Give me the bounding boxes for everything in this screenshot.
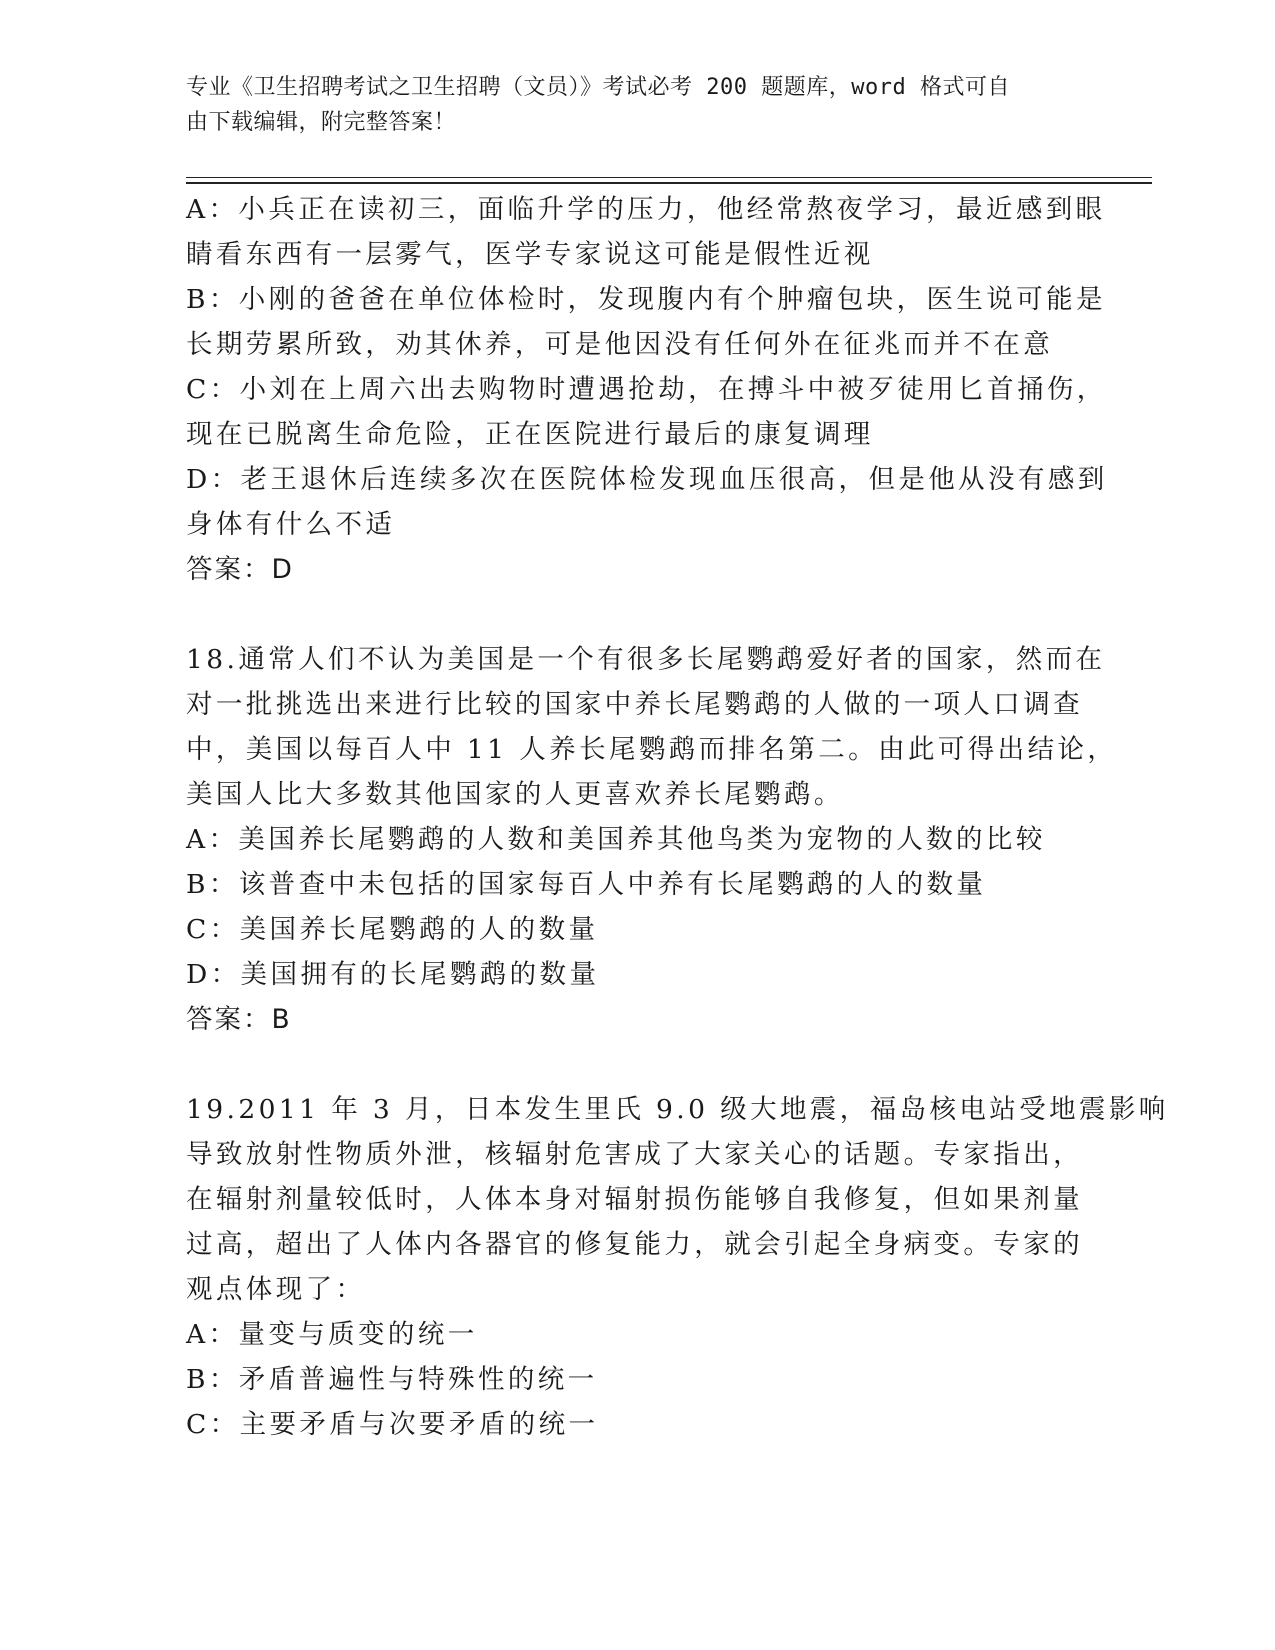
q18-stem-line-4: 美国人比大多数其他国家的人更喜欢养长尾鹦鹉。	[186, 779, 844, 810]
q18-option-c: C：美国养长尾鹦鹉的人的数量	[186, 914, 599, 945]
document-body	[186, 187, 1169, 1447]
q18-stem-line-1: 18.通常人们不认为美国是一个有很多长尾鹦鹉爱好者的国家，然而在	[186, 644, 1106, 675]
q17-option-a-line-1: A：小兵正在读初三，面临升学的压力，他经常熬夜学习，最近感到眼	[186, 194, 1106, 225]
q17-option-d-line-1: D：老王退休后连续多次在医院体检发现血压很高，但是他从没有感到	[186, 464, 1108, 495]
q18-stem-line-2: 对一批挑选出来进行比较的国家中养长尾鹦鹉的人做的一项人口调查	[186, 689, 1083, 720]
q17-answer: 答案：D	[186, 554, 294, 585]
document-header	[186, 70, 1066, 140]
q19-stem-line-1: 19.2011 年 3 月，日本发生里氏 9.0 级大地震，福岛核电站受地震影响	[186, 1094, 1169, 1125]
q19-option-a: A：量变与质变的统一	[186, 1319, 478, 1350]
header-line-1: 专业《卫生招聘考试之卫生招聘（文员）》考试必考 200 题题库，word 格式可自	[186, 75, 1010, 100]
q17-option-d-line-2: 身体有什么不适	[186, 509, 396, 540]
q18-answer: 答案：B	[186, 1004, 292, 1035]
q18-option-d: D：美国拥有的长尾鹦鹉的数量	[186, 959, 600, 990]
q19-stem-line-2: 导致放射性物质外泄，核辐射危害成了大家关心的话题。专家指出，	[186, 1139, 1083, 1170]
q17-option-a-line-2: 睛看东西有一层雾气，医学专家说这可能是假性近视	[186, 239, 874, 270]
q19-stem-line-3: 在辐射剂量较低时，人体本身对辐射损伤能够自我修复，但如果剂量	[186, 1184, 1083, 1215]
q17-option-c-line-1: C：小刘在上周六出去购物时遭遇抢劫，在搏斗中被歹徒用匕首捅伤，	[186, 374, 1107, 405]
question-18	[186, 637, 1118, 1042]
question-spacer	[186, 592, 1076, 637]
q17-option-c-line-2: 现在已脱离生命危险，正在医院进行最后的康复调理	[186, 419, 874, 450]
q18-option-a: A：美国养长尾鹦鹉的人数和美国养其他鸟类为宠物的人数的比较	[186, 824, 1046, 855]
q19-stem-line-4: 过高，超出了人体内各器官的修复能力，就会引起全身病变。专家的	[186, 1229, 1083, 1260]
question-spacer	[186, 1042, 1076, 1087]
q18-option-b: B：该普查中未包括的国家每百人中养有长尾鹦鹉的人的数量	[186, 869, 987, 900]
header-divider-thin	[186, 177, 1152, 178]
header-divider-thick	[186, 182, 1152, 184]
q18-stem-line-3: 中，美国以每百人中 11 人养长尾鹦鹉而排名第二。由此可得出结论，	[186, 734, 1118, 765]
q17-option-b-line-2: 长期劳累所致，劝其休养，可是他因没有任何外在征兆而并不在意	[186, 329, 1054, 360]
question-17-options	[186, 187, 1108, 592]
q19-option-b: B：矛盾普遍性与特殊性的统一	[186, 1364, 598, 1395]
q19-option-c: C：主要矛盾与次要矛盾的统一	[186, 1409, 599, 1440]
q17-option-b-line-1: B：小刚的爸爸在单位体检时，发现腹内有个肿瘤包块，医生说可能是	[186, 284, 1106, 315]
question-19	[186, 1087, 1169, 1447]
header-line-2: 由下载编辑，附完整答案！	[186, 110, 457, 135]
q19-stem-line-5: 观点体现了：	[186, 1274, 366, 1305]
